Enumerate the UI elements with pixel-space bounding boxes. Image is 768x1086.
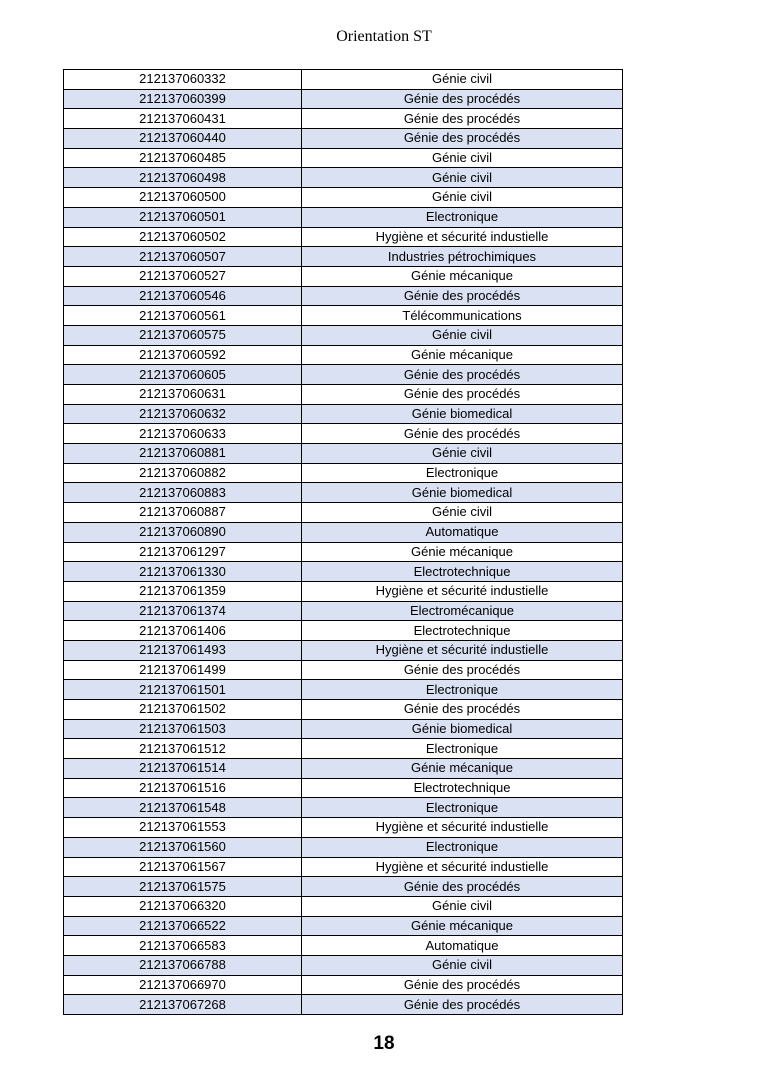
- student-id-cell: 212137061493: [64, 640, 302, 660]
- specialty-cell: Génie des procédés: [302, 995, 623, 1015]
- student-id-cell: 212137066788: [64, 955, 302, 975]
- student-id-cell: 212137060633: [64, 424, 302, 444]
- student-id-cell: 212137061502: [64, 700, 302, 720]
- specialty-cell: Génie des procédés: [302, 286, 623, 306]
- table-row: [64, 936, 623, 956]
- specialty-cell: Génie des procédés: [302, 975, 623, 995]
- specialty-cell: Industries pétrochimiques: [302, 247, 623, 267]
- specialty-cell: Hygiène et sécurité industielle: [302, 857, 623, 877]
- student-id-cell: 212137061499: [64, 660, 302, 680]
- student-id-cell: 212137060632: [64, 404, 302, 424]
- student-id-cell: 212137060399: [64, 89, 302, 109]
- specialty-cell: Electronique: [302, 463, 623, 483]
- specialty-cell: Génie biomedical: [302, 483, 623, 503]
- table-body: [64, 70, 623, 1015]
- table-row: [64, 188, 623, 208]
- table-row: [64, 365, 623, 385]
- table-row: [64, 621, 623, 641]
- specialty-cell: Génie civil: [302, 168, 623, 188]
- table-row: [64, 463, 623, 483]
- specialty-cell: Electronique: [302, 739, 623, 759]
- specialty-cell: Génie des procédés: [302, 660, 623, 680]
- student-id-cell: 212137060887: [64, 503, 302, 523]
- table-row: [64, 168, 623, 188]
- orientation-table: [63, 69, 623, 1015]
- student-id-cell: 212137061553: [64, 818, 302, 838]
- table-row: [64, 345, 623, 365]
- table-row: [64, 975, 623, 995]
- student-id-cell: 212137060440: [64, 129, 302, 149]
- specialty-cell: Electrotechnique: [302, 562, 623, 582]
- specialty-cell: Télécommunications: [302, 306, 623, 326]
- page-number: 18: [373, 1033, 395, 1054]
- student-id-cell: 212137060332: [64, 70, 302, 90]
- specialty-cell: Génie civil: [302, 896, 623, 916]
- table-row: [64, 109, 623, 129]
- specialty-cell: Hygiène et sécurité industielle: [302, 818, 623, 838]
- student-id-cell: 212137061575: [64, 877, 302, 897]
- table-row: [64, 601, 623, 621]
- student-id-cell: 212137060605: [64, 365, 302, 385]
- student-id-cell: 212137061512: [64, 739, 302, 759]
- specialty-cell: Génie des procédés: [302, 109, 623, 129]
- student-id-cell: 212137060485: [64, 148, 302, 168]
- specialty-cell: Génie mécanique: [302, 345, 623, 365]
- student-id-cell: 212137060501: [64, 207, 302, 227]
- specialty-cell: Electronique: [302, 798, 623, 818]
- student-id-cell: 212137060546: [64, 286, 302, 306]
- table-row: [64, 581, 623, 601]
- specialty-cell: Hygiène et sécurité industielle: [302, 227, 623, 247]
- specialty-cell: Génie des procédés: [302, 385, 623, 405]
- table-row: [64, 700, 623, 720]
- specialty-cell: Génie civil: [302, 148, 623, 168]
- student-id-cell: 212137061330: [64, 562, 302, 582]
- student-id-cell: 212137066522: [64, 916, 302, 936]
- table-row: [64, 424, 623, 444]
- student-id-cell: 212137060502: [64, 227, 302, 247]
- table-row: [64, 266, 623, 286]
- table-row: [64, 70, 623, 90]
- table-row: [64, 818, 623, 838]
- table-row: [64, 660, 623, 680]
- table-row: [64, 503, 623, 523]
- table-row: [64, 837, 623, 857]
- table-row: [64, 286, 623, 306]
- specialty-cell: Génie des procédés: [302, 424, 623, 444]
- table-row: [64, 207, 623, 227]
- table-row: [64, 325, 623, 345]
- specialty-cell: Electrotechnique: [302, 778, 623, 798]
- table-row: [64, 857, 623, 877]
- specialty-cell: Génie civil: [302, 503, 623, 523]
- specialty-cell: Génie civil: [302, 444, 623, 464]
- student-id-cell: 212137060592: [64, 345, 302, 365]
- specialty-cell: Hygiène et sécurité industielle: [302, 640, 623, 660]
- table-row: [64, 404, 623, 424]
- student-id-cell: 212137060527: [64, 266, 302, 286]
- student-id-cell: 212137060507: [64, 247, 302, 267]
- specialty-cell: Génie civil: [302, 955, 623, 975]
- specialty-cell: Génie des procédés: [302, 877, 623, 897]
- table-row: [64, 129, 623, 149]
- specialty-cell: Hygiène et sécurité industielle: [302, 581, 623, 601]
- student-id-cell: 212137060890: [64, 522, 302, 542]
- specialty-cell: Génie des procédés: [302, 89, 623, 109]
- table-row: [64, 916, 623, 936]
- student-id-cell: 212137060631: [64, 385, 302, 405]
- student-id-cell: 212137060575: [64, 325, 302, 345]
- table-row: [64, 640, 623, 660]
- specialty-cell: Génie civil: [302, 188, 623, 208]
- student-id-cell: 212137061297: [64, 542, 302, 562]
- table-row: [64, 739, 623, 759]
- table-row: [64, 680, 623, 700]
- table-row: [64, 562, 623, 582]
- table-row: [64, 877, 623, 897]
- specialty-cell: Electronique: [302, 207, 623, 227]
- table-row: [64, 385, 623, 405]
- table-row: [64, 798, 623, 818]
- student-id-cell: 212137061516: [64, 778, 302, 798]
- specialty-cell: Génie civil: [302, 70, 623, 90]
- student-id-cell: 212137061567: [64, 857, 302, 877]
- student-id-cell: 212137060561: [64, 306, 302, 326]
- table-row: [64, 542, 623, 562]
- table-row: [64, 444, 623, 464]
- student-id-cell: 212137061514: [64, 759, 302, 779]
- table-row: [64, 719, 623, 739]
- specialty-cell: Génie des procédés: [302, 365, 623, 385]
- table-row: [64, 306, 623, 326]
- student-id-cell: 212137060498: [64, 168, 302, 188]
- table-row: [64, 759, 623, 779]
- student-id-cell: 212137061359: [64, 581, 302, 601]
- student-id-cell: 212137066970: [64, 975, 302, 995]
- table-row: [64, 995, 623, 1015]
- specialty-cell: Electronique: [302, 837, 623, 857]
- table-row: [64, 148, 623, 168]
- table-row: [64, 778, 623, 798]
- specialty-cell: Génie biomedical: [302, 719, 623, 739]
- specialty-cell: Génie mécanique: [302, 266, 623, 286]
- table-row: [64, 955, 623, 975]
- specialty-cell: Génie mécanique: [302, 542, 623, 562]
- student-id-cell: 212137060882: [64, 463, 302, 483]
- student-id-cell: 212137061548: [64, 798, 302, 818]
- student-id-cell: 212137066583: [64, 936, 302, 956]
- specialty-cell: Génie mécanique: [302, 916, 623, 936]
- student-id-cell: 212137061501: [64, 680, 302, 700]
- specialty-cell: Génie civil: [302, 325, 623, 345]
- table-row: [64, 247, 623, 267]
- specialty-cell: Automatique: [302, 522, 623, 542]
- specialty-cell: Génie biomedical: [302, 404, 623, 424]
- student-id-cell: 212137060431: [64, 109, 302, 129]
- student-id-cell: 212137066320: [64, 896, 302, 916]
- table-row: [64, 227, 623, 247]
- specialty-cell: Génie mécanique: [302, 759, 623, 779]
- table-row: [64, 89, 623, 109]
- page-title: Orientation ST: [336, 28, 432, 45]
- student-id-cell: 212137061406: [64, 621, 302, 641]
- student-id-cell: 212137061560: [64, 837, 302, 857]
- table-row: [64, 483, 623, 503]
- student-id-cell: 212137060883: [64, 483, 302, 503]
- specialty-cell: Electromécanique: [302, 601, 623, 621]
- student-id-cell: 212137061374: [64, 601, 302, 621]
- student-id-cell: 212137061503: [64, 719, 302, 739]
- specialty-cell: Electronique: [302, 680, 623, 700]
- specialty-cell: Electrotechnique: [302, 621, 623, 641]
- student-id-cell: 212137060500: [64, 188, 302, 208]
- specialty-cell: Automatique: [302, 936, 623, 956]
- table-row: [64, 896, 623, 916]
- specialty-cell: Génie des procédés: [302, 129, 623, 149]
- table-row: [64, 522, 623, 542]
- student-id-cell: 212137067268: [64, 995, 302, 1015]
- specialty-cell: Génie des procédés: [302, 700, 623, 720]
- student-id-cell: 212137060881: [64, 444, 302, 464]
